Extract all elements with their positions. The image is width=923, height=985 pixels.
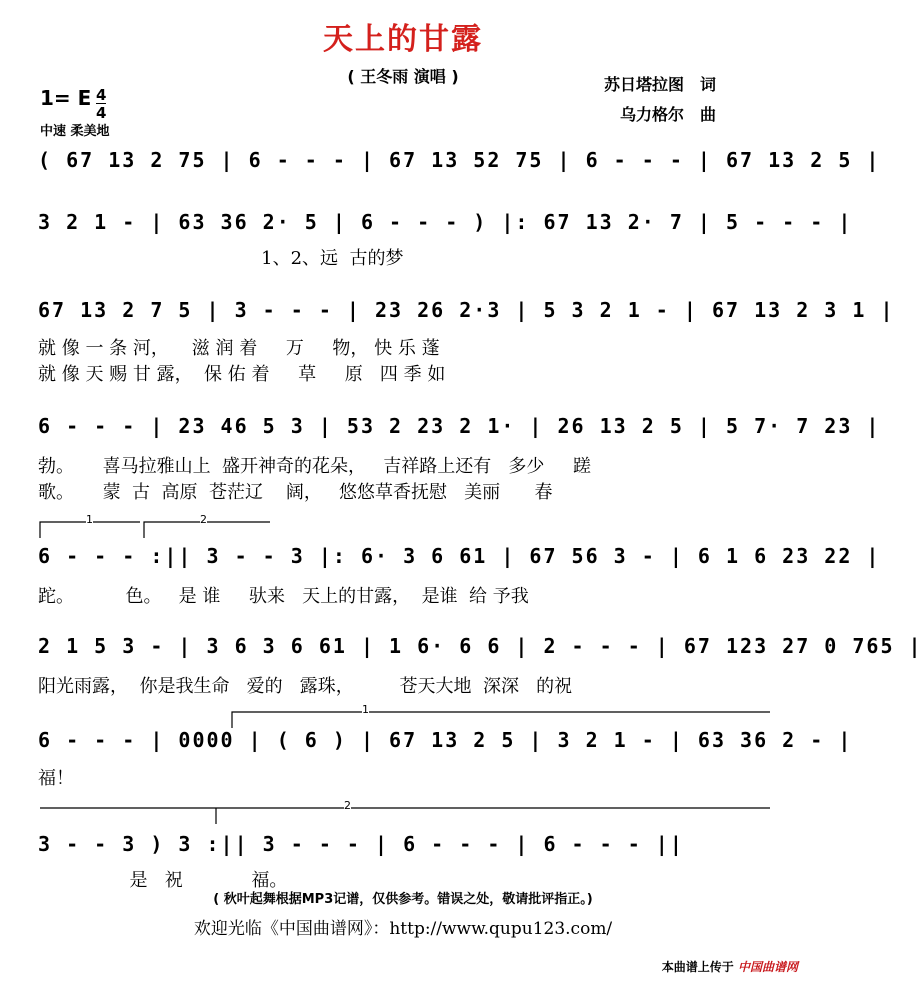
notation-row-8: 3 - - 3 ) 3 :|| 3 - - - | 6 - - - | 6 - - - || (38, 832, 684, 856)
lyrics-row-7: 福！ (38, 768, 74, 789)
notation-row-5: 6 - - - :|| 3 - - 3 |: 6· 3 6 61 | 67 56 3 - | 6 1 6 23 22 | (38, 544, 881, 568)
volta-first-ending-row7 (232, 712, 770, 728)
volta-label-2: 2 (200, 513, 207, 526)
volta-label-2b: 2 (344, 799, 351, 812)
lyrics-row-3b: 就 像 天 赐 甘 露， 保 佑 着 草 原 四 季 如 (38, 364, 446, 385)
time-signature-bottom: 4 (96, 104, 107, 122)
lyricist-credit: 苏日塔拉图 词 (604, 75, 717, 94)
notation-row-1: ( 67 13 2 75 | 6 - - - | 67 13 52 75 | 6 - - - | 67 13 2 5 | (38, 148, 881, 172)
lyrics-row-6: 阳光雨露， 你是我生命 爱的 露珠， 苍天大地 深深 的祝 (38, 676, 573, 697)
notation-row-7: 6 - - - | 0000 | ( 6 ) | 67 13 2 5 | 3 2 1 - | 63 36 2 - | (38, 728, 853, 752)
lyrics-row-8: 是 祝 福。 (38, 870, 288, 891)
lyrics-row-2: 1、2、远 古的梦 (38, 248, 404, 269)
lyrics-row-5: 跎。 色。 是 谁 驮来 天上的甘露， 是谁 给 予我 (38, 586, 529, 607)
time-signature-top: 4 (96, 86, 107, 104)
welcome-line: 欢迎光临《中国曲谱网》：http://www.qupu123.com/ (193, 919, 613, 939)
volta-second-ending-row8 (40, 808, 770, 824)
lyrics-row-4a: 勃。 喜马拉雅山上 盛开神奇的花朵， 吉祥路上还有 多少 蹉 (38, 456, 591, 477)
song-title: 天上的甘露 (323, 22, 483, 57)
site-logo: 中国曲谱网 (737, 960, 798, 974)
notation-row-6: 2 1 5 3 - | 3 6 3 6 61 | 1 6· 6 6 | 2 - - - | 67 123 27 0 765 | (38, 634, 923, 658)
lyrics-row-3a: 就 像 一 条 河， 滋 润 着 万 物， 快 乐 蓬 (38, 338, 440, 359)
volta-label-1: 1 (86, 513, 93, 526)
notation-row-3: 67 13 2 7 5 | 3 - - - | 23 26 2·3 | 5 3 2 1 - | 67 13 2 3 1 | (38, 298, 895, 322)
uploader-prefix: 本曲谱上传于 (661, 960, 734, 974)
composer-credit: 乌力格尔 曲 (620, 105, 717, 124)
uploader-credit (662, 958, 798, 975)
volta-label-1b: 1 (362, 703, 369, 716)
singer-credit: ( 王冬雨 演唱 ) (347, 67, 459, 86)
lyrics-row-4b: 歌。 蒙 古 高原 苍茫辽 阔， 悠悠草香抚慰 美丽 春 (38, 482, 553, 503)
notation-row-2: 3 2 1 - | 63 36 2· 5 | 6 - - - ) |: 67 13 2· 7 | 5 - - - | (38, 210, 853, 234)
notation-row-4: 6 - - - | 23 46 5 3 | 53 2 23 2 1· | 26 13 2 5 | 5 7· 7 23 | (38, 414, 881, 438)
key-signature: 1= E (40, 86, 92, 110)
volta-second-ending-row5 (144, 522, 270, 538)
transcription-note: ( 秋叶起舞根据MP3记谱，仅供参考。错误之处，敬请批评指正。) (213, 892, 593, 907)
tempo-marking: 中速 柔美地 (40, 124, 110, 139)
